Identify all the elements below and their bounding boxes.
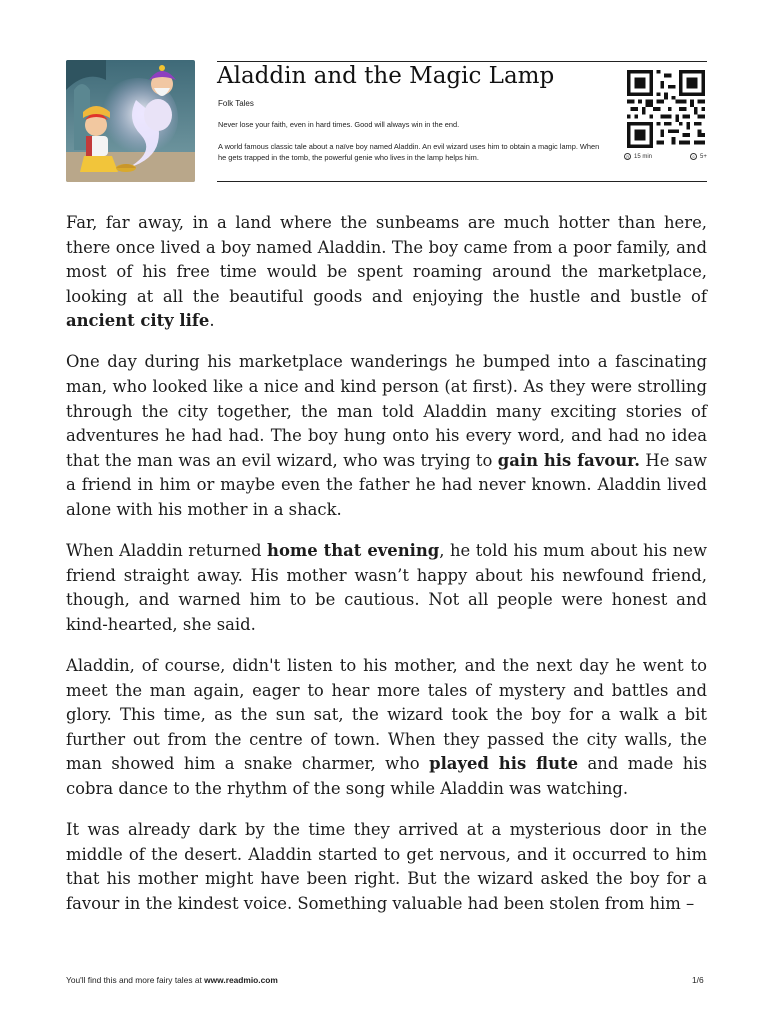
paragraph-text: One day during his marketplace wanderings he bumped into a fascinating man, who looked like a nice and kind person (at first). As they were strolling through the city together, the man told Aladdin many exciting stories of adventures he had had. The boy hung onto his every word, and had no idea that the man was an evil wizard, who was trying to (66, 352, 707, 470)
paragraph-text-end: He saw a friend in him or maybe even the father he had never known. Aladdin lived alone with his mother in a shack. (66, 450, 707, 520)
age-rating-label: 5+ (700, 153, 707, 160)
story-category: Folk Tales (218, 99, 254, 108)
footer-note (66, 975, 278, 985)
paragraph-text: Far, far away, in a land where the sunbeams are much hotter than here, there once lived a boy named Aladdin. The boy came from a poor family, and most of his free time would be spent roaming around the marketplace, looking at all the beautiful goods and enjoying the hustle and bustle of (66, 213, 707, 306)
paragraph-text-end: , he told his mum about his new friend straight away. His mother wasn’t happy about his newfound friend, though, and warned him to be cautious. Not all people were honest and kind-hearted, she said. (66, 541, 707, 634)
header-bottom-rule (217, 181, 707, 182)
bold-phrase: played his flute (429, 754, 578, 774)
footer-note-text: You'll find this and more fairy tales at (66, 975, 205, 985)
paragraph-text: It was already dark by the time they arrived at a mysterious door in the middle of the desert. Aladdin started to get nervous, and it occurred to him that his mother might have been right. But the wizard asked the boy for a favour in the kindest voice. Something valuable had been stolen from him – (66, 820, 707, 913)
footer-site-link[interactable]: www.readmio.com (204, 975, 278, 985)
smiley-icon: ☺ (691, 154, 696, 159)
bold-phrase: ancient city life (66, 311, 210, 331)
story-paragraph (66, 211, 707, 334)
story-cover-illustration (66, 60, 195, 182)
qr-code (625, 70, 707, 148)
header-top-rule (217, 61, 707, 62)
story-paragraph (66, 654, 707, 802)
clock-icon: ◷ (625, 154, 630, 159)
paragraph-text: Aladdin, of course, didn't listen to his mother, and the next day he went to meet the man again, eager to hear more tales of mystery and battles and glory. This time, as the sun sat, the wizard took the boy for a walk a bit further out from the centre of town. When they passed the city walls, the man showed him a snake charmer, who (66, 656, 707, 774)
page-number: 1/6 (692, 975, 704, 985)
paragraph-text-end: . (209, 311, 215, 331)
paragraph-text: When Aladdin returned (66, 541, 268, 561)
story-paragraph (66, 818, 707, 916)
bold-phrase: gain his favour. (497, 450, 641, 470)
paragraph-text-end: and made his cobra dance to the rhythm of the song while Aladdin was watching. (66, 754, 707, 798)
story-paragraph (66, 350, 707, 522)
reading-time-label: 15 min (634, 153, 653, 160)
story-summary: A world famous classic tale about a naïve boy named Aladdin. An evil wizard uses him to obtain a magic lamp. When he gets trapped in the tomb, the powerful genie who lives in the lamp helps him. (218, 142, 600, 162)
reading-time (624, 153, 652, 160)
story-title: Aladdin and the Magic Lamp (217, 63, 555, 89)
age-rating (690, 153, 707, 160)
story-body (66, 211, 707, 933)
story-paragraph (66, 539, 707, 637)
story-moral: Never lose your faith, even in hard times. Good will always win in the end. (218, 120, 460, 129)
bold-phrase: home that evening (267, 541, 440, 561)
